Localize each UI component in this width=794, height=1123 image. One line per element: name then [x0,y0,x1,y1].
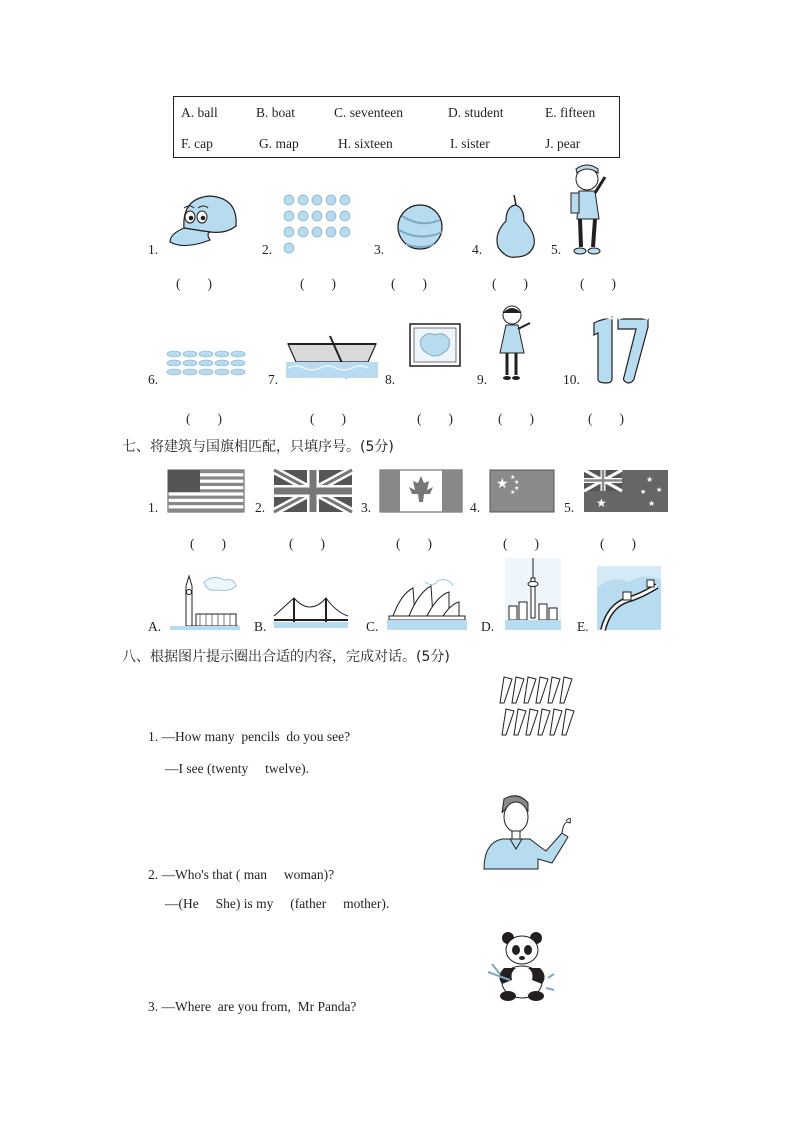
word-option: B. boat [256,105,295,120]
item-number: 4. [472,242,483,257]
question-2-line-2: —(He She) is my (father mother). [165,896,390,911]
answer-blank[interactable]: ( ) [186,411,222,426]
question-1-line-1: 1. —How many pencils do you see? [148,729,351,744]
answer-blank[interactable]: ( ) [492,276,528,291]
item-number: 8. [385,372,396,387]
cap-picture [166,190,240,260]
answer-blank[interactable]: ( ) [600,536,636,551]
svg-text:★: ★ [646,475,654,484]
uk-flag-icon [274,470,352,512]
answer-blank[interactable]: ( ) [417,411,453,426]
answer-blank[interactable]: ( ) [289,536,325,551]
section-8-title: 八、根据图片提示圈出合适的内容，完成对话。(5分) [122,649,450,665]
svg-text:★: ★ [648,499,656,508]
canada-flag-icon [380,470,462,512]
cn-tower-picture [505,558,561,630]
flag-number: 2. [255,500,266,515]
flag-number: 1. [148,500,159,515]
answer-blank[interactable]: ( ) [391,276,427,291]
item-number: 1. [148,242,159,257]
answer-blank[interactable]: ( ) [190,536,226,551]
word-option: J. pear [545,136,581,151]
sister-picture [496,303,538,383]
item-number: 5. [551,242,562,257]
word-option: D. student [448,105,504,120]
answer-blank[interactable]: ( ) [580,276,616,291]
word-option: F. cap [181,136,213,151]
word-option: G. map [259,136,299,151]
pencils-picture [498,675,578,741]
map-picture [409,323,461,367]
item-number: 3. [374,242,385,257]
svg-text:★: ★ [514,485,520,492]
great-wall-picture [597,566,661,630]
section-7-title: 七、将建筑与国旗相匹配，只填序号。(5分) [122,439,394,455]
item-number: 10. [563,372,580,387]
question-2-line-1: 2. —Who's that ( man woman)? [148,867,335,882]
item-number: 6. [148,372,159,387]
student-picture [565,163,613,257]
answer-blank[interactable]: ( ) [503,536,539,551]
word-bank [173,96,620,158]
svg-text:★: ★ [510,474,516,481]
word-option: E. fifteen [545,105,596,120]
word-option: I. sister [450,136,490,151]
pear-picture [490,193,540,259]
sixteen-flowers-picture [283,194,355,254]
word-option: A. ball [181,105,218,120]
china-flag-icon [490,470,554,512]
fifteen-fish-picture [166,350,248,376]
boat-picture [286,330,378,380]
answer-blank[interactable]: ( ) [396,536,432,551]
svg-text:★: ★ [510,489,516,496]
flag-number: 4. [470,500,481,515]
answer-blank[interactable]: ( ) [498,411,534,426]
building-letter: A. [148,619,162,634]
answer-blank[interactable]: ( ) [588,411,624,426]
item-number: 7. [268,372,279,387]
flag-number: 3. [361,500,372,515]
building-letter: C. [366,619,379,634]
word-option: C. seventeen [334,105,403,120]
building-letter: D. [481,619,495,634]
flag-number: 5. [564,500,575,515]
man-picture [482,793,574,869]
question-1-line-2: —I see (twenty twelve). [165,761,309,776]
item-number: 9. [477,372,488,387]
question-3-line-1: 3. —Where are you from, Mr Panda? [148,999,357,1014]
sydney-opera-house-picture [387,576,467,630]
item-number: 2. [262,242,273,257]
usa-flag-icon [168,470,244,512]
svg-text:★: ★ [640,488,647,496]
building-letter: B. [254,619,267,634]
answer-blank[interactable]: ( ) [176,276,212,291]
seventeen-picture [592,313,650,385]
australia-flag-icon [584,470,668,512]
answer-blank[interactable]: ( ) [300,276,336,291]
svg-text:★: ★ [496,476,509,492]
ball-picture [396,202,444,252]
svg-text:★: ★ [514,479,520,486]
building-letter: E. [577,619,589,634]
big-ben-picture [170,572,240,630]
golden-gate-bridge-picture [274,594,348,628]
answer-blank[interactable]: ( ) [310,411,346,426]
svg-text:★: ★ [656,486,663,494]
panda-picture [486,928,556,1002]
word-option: H. sixteen [338,136,393,151]
svg-text:★: ★ [596,496,607,510]
